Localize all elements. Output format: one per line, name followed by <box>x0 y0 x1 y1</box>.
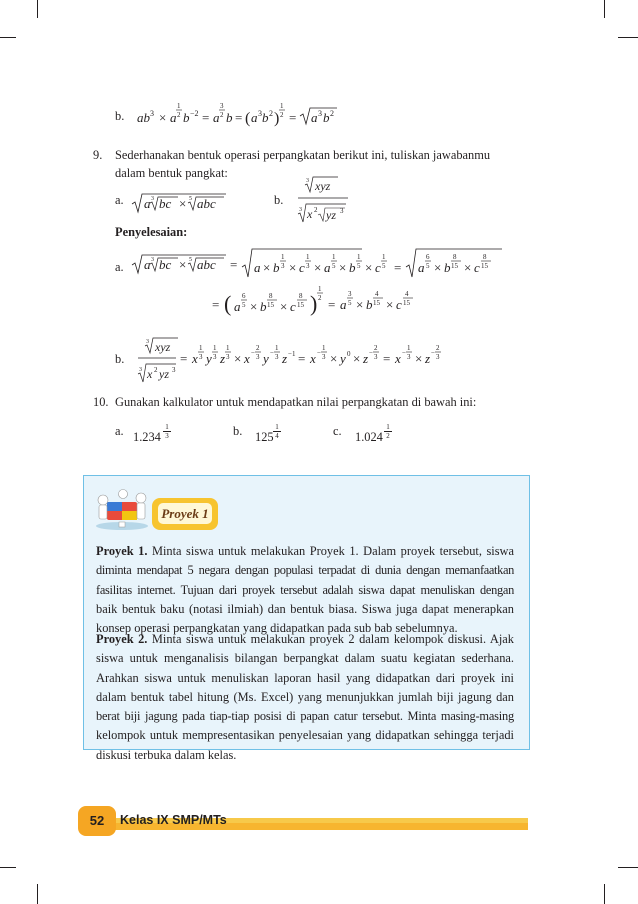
svg-text:1: 1 <box>382 253 386 261</box>
svg-text:2: 2 <box>314 206 318 214</box>
svg-text:(: ( <box>245 110 251 127</box>
svg-text:8: 8 <box>453 253 457 261</box>
svg-text:3: 3 <box>407 353 411 361</box>
svg-text:xyz: xyz <box>155 340 171 354</box>
q9-b-expression <box>290 173 360 232</box>
svg-text:3: 3 <box>306 262 310 270</box>
svg-text:=: = <box>328 297 336 312</box>
svg-text:x: x <box>395 351 401 366</box>
svg-text:x: x <box>147 367 153 381</box>
svg-text:×: × <box>386 297 394 312</box>
q10-c-label: c. <box>333 424 342 438</box>
svg-text:−2: −2 <box>190 109 199 118</box>
crop-mark <box>37 884 38 904</box>
svg-text:1: 1 <box>199 344 203 352</box>
svg-text:×: × <box>280 299 288 314</box>
page-number: 52 <box>89 813 105 828</box>
svg-text:bc: bc <box>159 196 172 211</box>
svg-text:15: 15 <box>481 262 488 270</box>
svg-text:1: 1 <box>226 344 230 352</box>
svg-text:−: − <box>402 349 406 357</box>
q10-c-exp-num: 1 <box>386 423 390 431</box>
svg-text:a: a <box>251 110 258 125</box>
puzzle-people-icon <box>93 488 151 537</box>
crop-mark <box>618 867 638 868</box>
svg-text:z: z <box>425 351 431 366</box>
svg-text:×: × <box>234 351 242 366</box>
svg-text:a: a <box>324 260 331 275</box>
svg-text:×: × <box>356 297 364 312</box>
svg-text:3: 3 <box>275 353 279 361</box>
svg-text:15: 15 <box>373 299 380 307</box>
proyek-2-line: diskusi terbuka dalam kelas. <box>96 747 237 762</box>
svg-text:(: ( <box>224 291 232 316</box>
svg-text:2: 2 <box>177 111 181 119</box>
svg-text:1: 1 <box>357 253 361 261</box>
svg-text:b: b <box>273 260 280 275</box>
svg-text:1: 1 <box>280 102 284 110</box>
svg-text:c: c <box>375 260 381 275</box>
svg-text:−1: −1 <box>288 350 296 358</box>
svg-text:=: = <box>212 297 220 312</box>
svg-text:−: − <box>369 349 373 357</box>
svg-text:3: 3 <box>306 178 309 184</box>
proyek-1-title: Proyek 1. <box>96 544 148 558</box>
svg-text:3: 3 <box>226 353 230 361</box>
q10-a-exp-den: 3 <box>163 431 171 440</box>
footer-title: Kelas IX SMP/MTs <box>120 813 227 827</box>
question-10-text: Gunakan kalkulator untuk mendapatkan nilai perpangkatan di bawah ini: <box>115 395 477 409</box>
svg-text:×: × <box>330 351 338 366</box>
svg-text:bc: bc <box>159 257 172 272</box>
q9-a-expression <box>130 190 240 223</box>
svg-text:5: 5 <box>189 196 192 202</box>
proyek-2-paragraph <box>96 630 514 765</box>
svg-text:1: 1 <box>332 253 336 261</box>
q10-c-exp-den: 2 <box>384 431 392 440</box>
svg-text:×: × <box>179 257 187 272</box>
svg-text:×: × <box>159 110 167 125</box>
svg-text:2: 2 <box>436 344 440 352</box>
svg-text:15: 15 <box>403 299 410 307</box>
svg-text:c: c <box>299 260 305 275</box>
svg-text:3: 3 <box>318 109 322 118</box>
svg-text:0: 0 <box>347 350 351 358</box>
svg-text:=: = <box>235 110 243 125</box>
svg-text:−: − <box>431 349 435 357</box>
svg-text:x: x <box>192 351 198 366</box>
q10-a-exp-num: 1 <box>165 423 169 431</box>
svg-text:×: × <box>263 260 271 275</box>
svg-text:b: b <box>366 297 373 312</box>
question-9-number: 9. <box>93 148 103 162</box>
solution-a-line2 <box>210 283 470 328</box>
svg-text:15: 15 <box>451 262 458 270</box>
svg-text:5: 5 <box>357 262 361 270</box>
svg-text:y: y <box>340 351 346 366</box>
svg-text:2: 2 <box>256 344 260 352</box>
svg-text:b: b <box>444 260 451 275</box>
svg-text:3: 3 <box>436 353 440 361</box>
crop-mark <box>604 0 605 18</box>
svg-text:c: c <box>396 297 402 312</box>
solution-a-label: a. <box>115 260 124 274</box>
svg-text:3: 3 <box>322 353 326 361</box>
svg-text:−: − <box>317 349 321 357</box>
svg-text:=: = <box>383 351 391 366</box>
svg-text:yz: yz <box>159 367 169 381</box>
svg-text:ab: ab <box>137 110 150 125</box>
crop-mark <box>618 37 638 38</box>
proyek-1-line: Minta siswa untuk melakukan Proyek 1. Dalam proyek tersebut, siswa <box>147 544 514 558</box>
svg-text:c: c <box>290 299 296 314</box>
solution-b-math <box>130 333 450 383</box>
svg-text:1: 1 <box>275 344 279 352</box>
q10-c-exponent <box>384 423 392 440</box>
svg-text:6: 6 <box>242 292 246 300</box>
svg-text:y: y <box>263 351 269 366</box>
svg-text:8: 8 <box>269 292 273 300</box>
q9-a-math <box>130 190 240 218</box>
question-10-number: 10. <box>93 395 109 409</box>
svg-text:−: − <box>251 349 255 357</box>
svg-text:1: 1 <box>177 102 181 110</box>
svg-text:8: 8 <box>299 292 303 300</box>
svg-text:b: b <box>260 299 267 314</box>
svg-text:b: b <box>183 110 190 125</box>
svg-text:×: × <box>179 196 187 211</box>
proyek-1-line: konsep operasi perpangkatan yang didapatkan pada sub bab sebelumnya. <box>96 621 458 636</box>
svg-text:abc: abc <box>197 196 216 211</box>
svg-text:3: 3 <box>139 367 142 373</box>
svg-text:5: 5 <box>426 262 430 270</box>
svg-text:1: 1 <box>322 344 326 352</box>
item-b-math <box>137 100 377 130</box>
svg-text:×: × <box>289 260 297 275</box>
svg-text:×: × <box>415 351 423 366</box>
proyek-tab-label: Proyek 1 <box>158 503 212 524</box>
q10-b-base: 125 <box>255 430 274 444</box>
svg-text:a: a <box>144 257 151 272</box>
svg-text:3: 3 <box>348 290 352 298</box>
svg-text:3: 3 <box>150 109 154 118</box>
svg-text:3: 3 <box>299 207 302 213</box>
proyek-tab <box>152 498 218 530</box>
svg-text:b: b <box>323 110 330 125</box>
svg-text:6: 6 <box>426 253 430 261</box>
proyek-2-line: berat biji jagung pada tiap-tiap posisi di papan catur tersebut. Minta masing-masing <box>96 709 514 724</box>
svg-text:=: = <box>289 110 297 125</box>
svg-text:3: 3 <box>151 257 154 263</box>
svg-text:3: 3 <box>258 109 262 118</box>
svg-text:5: 5 <box>348 299 352 307</box>
q10-a-exponent <box>163 423 171 440</box>
svg-text:b: b <box>349 260 356 275</box>
item-b-expression <box>137 100 377 135</box>
svg-text:yz: yz <box>326 208 336 222</box>
item-b-label: b. <box>115 109 125 123</box>
proyek-1-line: baik bentuk baku (notasi ilmiah) dan bentuk biasa. Siswa juga dapat menerapkan <box>96 601 514 616</box>
solution-b-line <box>130 333 450 388</box>
svg-text:4: 4 <box>375 290 379 298</box>
svg-text:c: c <box>474 260 480 275</box>
svg-text:2: 2 <box>154 366 158 374</box>
q9-b-label: b. <box>274 193 284 207</box>
svg-text:×: × <box>353 351 361 366</box>
svg-text:×: × <box>365 260 373 275</box>
svg-text:×: × <box>314 260 322 275</box>
svg-text:3: 3 <box>340 207 344 215</box>
svg-text:1: 1 <box>407 344 411 352</box>
svg-text:2: 2 <box>374 344 378 352</box>
svg-text:z: z <box>282 351 288 366</box>
question-9-line1: Sederhanakan bentuk operasi perpangkatan berikut ini, tuliskan jawabanmu <box>115 148 491 162</box>
svg-text:×: × <box>464 260 472 275</box>
svg-text:3: 3 <box>146 339 149 345</box>
svg-text:a: a <box>311 110 318 125</box>
svg-text:1: 1 <box>213 344 217 352</box>
svg-text:3: 3 <box>151 196 154 202</box>
svg-text:1: 1 <box>318 285 322 293</box>
q10-b-exponent <box>273 423 281 440</box>
solution-heading: Penyelesaian: <box>115 225 188 239</box>
svg-text:5: 5 <box>242 301 246 309</box>
svg-text:): ) <box>274 110 280 127</box>
q10-b-exp-den: 4 <box>273 431 281 440</box>
svg-text:8: 8 <box>483 253 487 261</box>
svg-text:3: 3 <box>281 262 285 270</box>
svg-text:3: 3 <box>256 353 260 361</box>
svg-text:5: 5 <box>189 257 192 263</box>
svg-text:15: 15 <box>297 301 304 309</box>
q10-b-label: b. <box>233 424 243 438</box>
svg-text:a: a <box>418 260 425 275</box>
proyek-1-line: fasilitas internet. Tujuan dari proyek tersebut adalah siswa dapat menuliskan dengan <box>96 582 514 597</box>
svg-text:3: 3 <box>199 353 203 361</box>
svg-text:=: = <box>230 257 238 272</box>
proyek-1-line: diminta mendapat 5 negara dengan populasi terpadat di dunia dengan memanfaatkan <box>96 563 514 578</box>
svg-text:z: z <box>363 351 369 366</box>
svg-text:5: 5 <box>382 262 386 270</box>
proyek-1-paragraph <box>96 542 514 638</box>
q9-b-math <box>290 173 360 227</box>
proyek-2-title: Proyek 2. <box>96 632 148 646</box>
svg-text:z: z <box>220 351 226 366</box>
svg-text:4: 4 <box>405 290 409 298</box>
svg-text:1: 1 <box>306 253 310 261</box>
proyek-2-line: Minta siswa untuk melakukan proyek 2 dalam kelompok diskusi. Ajak <box>147 632 514 646</box>
proyek-2-line: siswa untuk menganalisis bilangan berpangkat dalam suatu kegiatan sederhana. <box>96 651 514 666</box>
svg-text:1: 1 <box>281 253 285 261</box>
svg-text:−: − <box>270 349 274 357</box>
svg-text:3: 3 <box>213 353 217 361</box>
svg-text:a: a <box>254 260 261 275</box>
svg-text:15: 15 <box>267 301 274 309</box>
svg-text:=: = <box>298 351 306 366</box>
q9-a-label: a. <box>115 193 124 207</box>
crop-mark <box>37 0 38 18</box>
svg-text:a: a <box>234 299 241 314</box>
q10-b-exp-num: 1 <box>275 423 279 431</box>
svg-text:2: 2 <box>330 109 334 118</box>
svg-text:3: 3 <box>220 102 224 110</box>
svg-text:×: × <box>434 260 442 275</box>
q10-c-base: 1.024 <box>355 430 383 444</box>
svg-text:x: x <box>307 207 313 221</box>
svg-text:a: a <box>213 110 220 125</box>
svg-text:2: 2 <box>318 294 322 302</box>
question-9-line2: dalam bentuk pangkat: <box>115 166 228 180</box>
svg-text:): ) <box>310 291 318 316</box>
proyek-2-line: dalam bentuk tabel hitung (Ms. Excel) yang menunjukkan jumlah biji jagung dan <box>96 689 514 704</box>
proyek-2-line: Arahkan siswa untuk menuliskan laporan hasil yang didapatkan dari proyek ini <box>96 670 514 685</box>
svg-text:2: 2 <box>280 111 284 119</box>
svg-text:abc: abc <box>197 257 216 272</box>
svg-text:2: 2 <box>269 109 273 118</box>
svg-text:=: = <box>394 260 402 275</box>
svg-text:y: y <box>206 351 212 366</box>
crop-mark <box>0 867 16 868</box>
svg-text:5: 5 <box>332 262 336 270</box>
svg-text:b: b <box>226 110 233 125</box>
svg-text:a: a <box>340 297 347 312</box>
svg-text:b: b <box>262 110 269 125</box>
q10-a-base: 1.234 <box>133 430 161 444</box>
q10-a-label: a. <box>115 424 124 438</box>
svg-text:3: 3 <box>172 366 176 374</box>
solution-a-line1-math <box>130 245 510 285</box>
proyek-2-line: kelompok untuk mempresentasikan penyelesaian yang didapatkan sehingga terjadi <box>96 728 514 743</box>
svg-text:×: × <box>339 260 347 275</box>
svg-text:a: a <box>170 110 177 125</box>
crop-mark <box>604 884 605 904</box>
svg-text:xyz: xyz <box>315 179 331 193</box>
svg-text:3: 3 <box>374 353 378 361</box>
svg-text:x: x <box>244 351 250 366</box>
svg-text:×: × <box>250 299 258 314</box>
svg-text:x: x <box>310 351 316 366</box>
svg-text:a: a <box>144 196 151 211</box>
svg-text:=: = <box>180 351 188 366</box>
solution-b-label: b. <box>115 352 125 366</box>
svg-text:2: 2 <box>220 111 224 119</box>
svg-text:=: = <box>202 110 210 125</box>
crop-mark <box>0 37 16 38</box>
solution-a-line2-math <box>210 283 470 323</box>
